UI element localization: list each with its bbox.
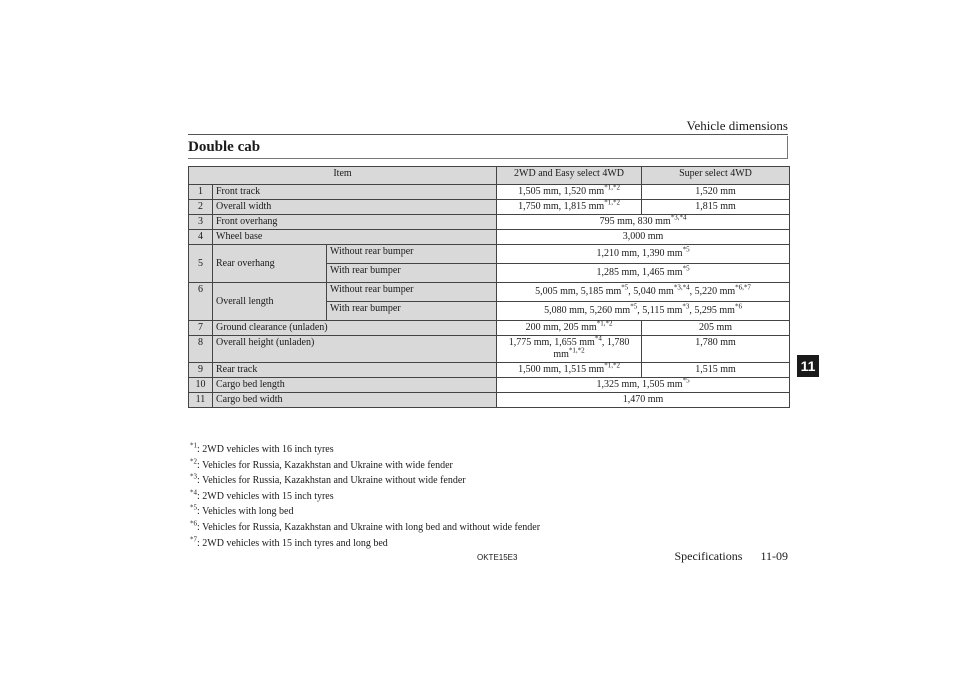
page-footer — [674, 549, 788, 564]
row-number: 11 — [189, 393, 213, 408]
row-item: Overall height (unladen) — [213, 336, 497, 363]
table-row — [189, 245, 790, 264]
row-value-ss: 1,815 mm — [642, 200, 790, 215]
dimensions-table — [188, 166, 790, 408]
table-row — [189, 336, 790, 363]
footnote: $^{*6}$: Vehicles for Russia, Kazakhstan and Ukraine with long bed and without wide fender — [190, 519, 541, 533]
table-row — [189, 393, 790, 408]
row-item: Ground clearance (unladen) — [213, 321, 497, 336]
row-item: Rear track — [213, 363, 497, 378]
header-2wd: 2WD and Easy select 4WD — [497, 167, 642, 185]
table-row — [189, 283, 790, 302]
row-subitem: With rear bumper — [327, 302, 497, 321]
row-number: 9 — [189, 363, 213, 378]
row-value-merged: 3,000 mm — [497, 230, 790, 245]
table-header-row — [189, 167, 790, 185]
row-subitem: Without rear bumper — [327, 245, 497, 264]
row-subitem: Without rear bumper — [327, 283, 497, 302]
row-value-merged: 1,325 mm, 1,505 $mm^{*5}$ — [497, 378, 790, 393]
row-number: 6 — [189, 283, 213, 321]
header-item: Item — [189, 167, 497, 185]
row-value-2wd: 1,775 mm, 1,655 $mm^{*4}$, 1,780 $mm^{*1,*2}$ — [497, 336, 642, 363]
row-item: Cargo bed width — [213, 393, 497, 408]
row-value-ss: 1,780 mm — [642, 336, 790, 363]
footnotes — [190, 442, 540, 551]
row-value-2wd: 1,505 mm, 1,520 $mm^{*1,*2}$ — [497, 185, 642, 200]
row-value-merged: 1,285 mm, 1,465 $mm^{*5}$ — [497, 264, 790, 283]
footnote: $^{*7}$: 2WD vehicles with 15 inch tyres and long bed — [190, 535, 388, 549]
table-row — [189, 230, 790, 245]
row-value-merged: 795 mm, 830 $mm^{*3,*4}$ — [497, 215, 790, 230]
row-item: Front track — [213, 185, 497, 200]
table-row — [189, 185, 790, 200]
page-number: 11-09 — [760, 549, 788, 563]
row-item: Overall length — [213, 283, 327, 321]
row-subitem: With rear bumper — [327, 264, 497, 283]
footer-section: Specifications — [674, 549, 743, 563]
row-value-2wd: 200 mm, 205 $mm^{*1,*2}$ — [497, 321, 642, 336]
table-row — [189, 321, 790, 336]
footnote: $^{*3}$: Vehicles for Russia, Kazakhstan and Ukraine without wide fender — [190, 472, 466, 487]
row-value-ss: 205 mm — [642, 321, 790, 336]
row-value-ss: 1,520 mm — [642, 185, 790, 200]
row-value-merged: 5,005 mm, 5,185 $mm^{*5}$, 5,040 $mm^{*3,*4}$, 5,220 $mm^{*6,*7}$ — [497, 283, 790, 302]
row-number: 3 — [189, 215, 213, 230]
header-rule — [188, 134, 788, 135]
footnote: $^{*4}$: 2WD vehicles with 15 inch tyres — [190, 488, 334, 502]
document-code: OKTE15E3 — [477, 553, 518, 562]
section-bar — [188, 136, 788, 159]
table-row — [189, 200, 790, 215]
row-number: 1 — [189, 185, 213, 200]
chapter-tab: 11 — [797, 355, 819, 377]
section-title: Double cab — [188, 139, 261, 155]
row-number: 5 — [189, 245, 213, 283]
row-number: 10 — [189, 378, 213, 393]
footnote: $^{*5}$: Vehicles with long bed — [190, 504, 294, 518]
header-super-select: Super select 4WD — [642, 167, 790, 185]
row-value-merged: 5,080 mm, 5,260 $mm^{*5}$, 5,115 $mm^{*3}$, 5,295 $mm^{*6}$ — [497, 302, 790, 321]
footnote: $^{*1}$: 2WD vehicles with 16 inch tyres — [190, 441, 334, 455]
row-item: Front overhang — [213, 215, 497, 230]
row-value-merged: 1,470 mm — [497, 393, 790, 408]
table-row — [189, 363, 790, 378]
row-item: Overall width — [213, 200, 497, 215]
table-row — [189, 378, 790, 393]
row-item: Cargo bed length — [213, 378, 497, 393]
row-value-2wd: 1,750 mm, 1,815 $mm^{*1,*2}$ — [497, 200, 642, 215]
chapter-title: Vehicle dimensions — [686, 118, 788, 133]
row-number: 7 — [189, 321, 213, 336]
row-value-ss: 1,515 mm — [642, 363, 790, 378]
footnote: $^{*2}$: Vehicles for Russia, Kazakhstan and Ukraine with wide fender — [190, 457, 453, 471]
row-number: 8 — [189, 336, 213, 363]
table-row — [189, 215, 790, 230]
row-number: 4 — [189, 230, 213, 245]
row-item: Wheel base — [213, 230, 497, 245]
row-item: Rear overhang — [213, 245, 327, 283]
row-value-2wd: 1,500 mm, 1,515 $mm^{*1,*2}$ — [497, 363, 642, 378]
row-number: 2 — [189, 200, 213, 215]
row-value-merged: 1,210 mm, 1,390 $mm^{*5}$ — [497, 245, 790, 264]
